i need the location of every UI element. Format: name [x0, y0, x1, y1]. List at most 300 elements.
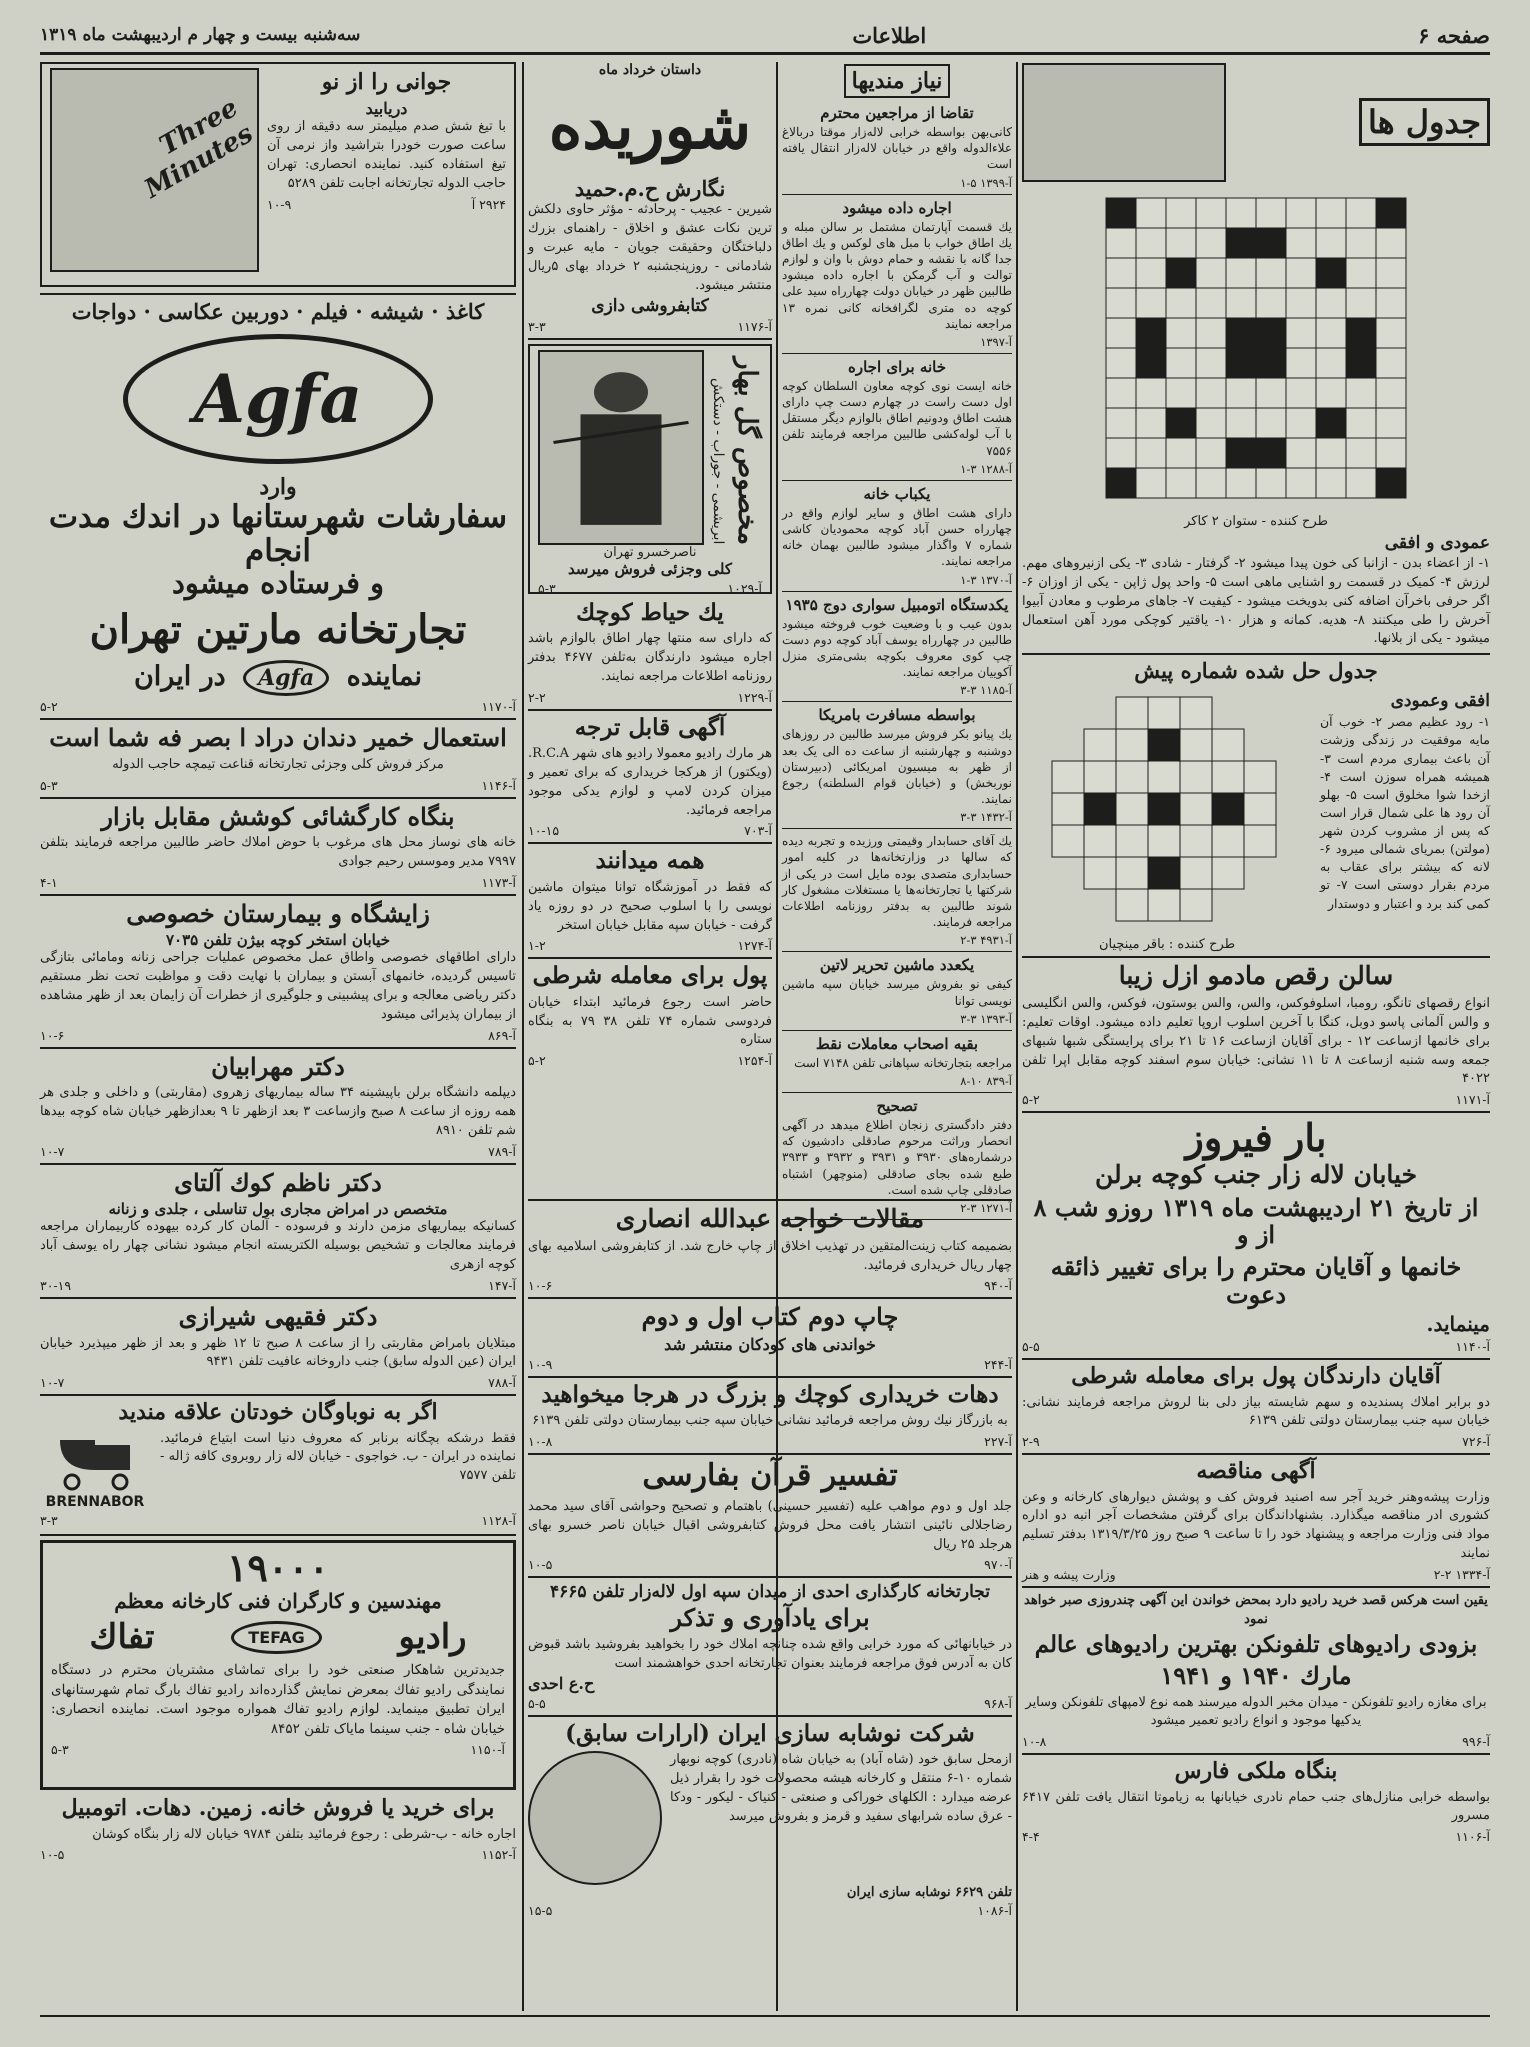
solved-cell — [1212, 761, 1244, 793]
ad-title: همه میدانند — [595, 847, 705, 875]
ad-code-left: ۵-۳ — [51, 1742, 69, 1758]
page-bottom-rule — [40, 2015, 1490, 2017]
crossword-cell — [1286, 228, 1316, 258]
solved-cell — [1084, 729, 1116, 761]
crossword-cell — [1196, 198, 1226, 228]
divider — [40, 1163, 516, 1165]
ad-title: دکتر فقیهی شیرازی — [178, 1302, 378, 1332]
classified-code: آ-۱۳۷۰ ۳-۱ — [960, 572, 1012, 587]
ad-code-left: ۱۰-۷ — [40, 1375, 65, 1391]
agfa-logo: Agfa — [123, 334, 433, 464]
ad-code-left: ۱۰-۸ — [1022, 1734, 1047, 1750]
crossword-block — [1316, 408, 1346, 438]
crossword-cell — [1196, 468, 1226, 498]
ad-code — [51, 1742, 505, 1757]
solved-cell — [1180, 825, 1212, 857]
ad-subtitle: خیابان استخر کوچه بیژن تلفن ۷۰۳۵ — [165, 931, 391, 950]
divider — [1022, 1453, 1490, 1455]
agfa-small-logo: Agfa — [243, 660, 329, 696]
ad-code — [1022, 1567, 1490, 1582]
divider — [40, 1047, 516, 1049]
crossword-block — [1166, 408, 1196, 438]
ad-title: دکتر ناظم کوك آلتای — [174, 1167, 382, 1197]
solved-cell — [1052, 793, 1084, 825]
ad-code — [528, 938, 772, 953]
crossword-block — [1376, 198, 1406, 228]
crossword-cell — [1256, 408, 1286, 438]
ad-title: استعمال خمیر دندان دراد ا بصر فه شما است — [49, 723, 507, 753]
violin-small-text: ابریشمی - جوراب - دستکش — [710, 378, 726, 545]
ad-code-left: ۱۵-۵ — [528, 1903, 553, 1919]
divider — [528, 1376, 1012, 1378]
classified-item — [782, 833, 1012, 952]
classified-text: کانی‌بهن بواسطه خرابی لاله‌زار موقتا دربالاغ علاءالدوله واقع در خیابان لاله‌زار انتقال یافته است — [782, 125, 1012, 172]
money-ad — [1022, 1364, 1490, 1449]
classified-title: بقیه اصحاب معاملات نقط — [815, 1034, 979, 1053]
divider — [528, 1297, 1012, 1299]
ad-text: جلد اول و دوم مواهب علیه (تفسیر حسینی) باهتمام و تصحیح وحواشی آقای سید محمد رضاجلالی نائینی انتشار یافت محل فروش کتابفروشی اقبال خیابان ناصر خسرو بهای هرجلد ۲۵ ریال — [528, 1498, 1012, 1552]
crossword-block — [1226, 348, 1256, 378]
right-column — [1022, 62, 1490, 2011]
ad-title: بنگاه کارگشائی کوشش مقابل بازار — [101, 801, 455, 831]
ad-code-right: آ-۱۱۷۰ — [481, 699, 516, 715]
solved-cell — [1116, 761, 1148, 793]
crossword-cell — [1136, 198, 1166, 228]
solved-cell — [1180, 697, 1212, 729]
ad-code — [40, 699, 516, 714]
classified-title: خانه برای اجاره — [848, 357, 946, 376]
crossword-cell — [1226, 258, 1256, 288]
crossword-cell — [1196, 348, 1226, 378]
agfa-rep-suffix: در ایران — [133, 661, 226, 693]
classified-code: آ-۱۲۸۸ ۳-۱ — [960, 461, 1012, 476]
crossword-cell — [1166, 348, 1196, 378]
violin-ad — [528, 344, 772, 594]
brennabor-logo: BRENNABOR — [45, 1493, 145, 1510]
tender-ad — [1022, 1459, 1490, 1582]
divider — [782, 701, 1012, 702]
ad-code-left: ۵-۲ — [1022, 1092, 1040, 1108]
crossword-cell — [1376, 318, 1406, 348]
crossword-cell — [1286, 318, 1316, 348]
crossword-cell — [1226, 288, 1256, 318]
solved-cell — [1244, 793, 1276, 825]
crossword-cell — [1106, 258, 1136, 288]
ad-code-right: آ-۱۱۵۰ — [470, 1742, 505, 1758]
ad-code-right: آ-۱۲۷۴ — [737, 938, 772, 954]
ad-code-left: ۳-۳ — [40, 1512, 58, 1528]
solved-cell — [1148, 697, 1180, 729]
ad-code-right: آ-۸۶۹ — [488, 1027, 516, 1043]
classified-item — [782, 706, 1012, 829]
ad-code — [267, 197, 506, 212]
crossword-cell — [1346, 378, 1376, 408]
ad-text: فقط درشکه بچگانه برنابر که معروف دنیا است ابتیاع فرمائید. نماینده در ایران - ب. خواجوی - خیابان لاله زار روبروی کافه ژاله - تلفن ۷۵۷۷ — [160, 1430, 516, 1484]
crossword-grid — [1091, 188, 1421, 508]
divider — [1022, 956, 1490, 958]
crossword-cell — [1286, 408, 1316, 438]
ad-text: جدیدترین شاهکار صنعتی خود را برای تماشای مشتریان محترم در دستگاه نمایندگی رادیو تفاك بمعرض نمایش گذارده‌اند رادیو تفاك بارگ تمام شهرستانهای ایران تطبیق مینماید. لوازم رادیو تفاك همواره موجود است. نماینده انحصاری: خیابان شاه - جنب سینما مایاک تلفن ۸۴۵۲ — [51, 1662, 505, 1737]
ad-title: دهات خریداری کوچك و بزرگ در هرجا میخواهید — [541, 1381, 999, 1409]
ad-code — [1022, 1434, 1490, 1449]
classified-title: اجاره داده میشود — [842, 198, 952, 217]
ad-text: خانه های نوساز محل های مرغوب با حوض املاك حاضر طالبین مراجعه فرمایند بتلفن ۷۹۹۷ مدیر وموسس رحیم جوادی — [40, 835, 516, 869]
ad-subtitle: متخصص در امراض مجاری بول تناسلی ، جلدی و زنانه — [108, 1200, 448, 1219]
ad-code-right: آ-۷۲۶ — [1462, 1434, 1490, 1450]
ad-text: مرکز فروش کلی وجزئی تجارتخانه قناعت تیمچه حاجب الدوله — [112, 756, 444, 772]
ad-code — [528, 1557, 1012, 1572]
ad-code — [1022, 1734, 1490, 1749]
classified-title: تقاضا از مراجعین محترم — [820, 104, 974, 122]
crossword-cell — [1196, 438, 1226, 468]
ad-code-right: ۲۹۲۴ آ — [471, 196, 506, 212]
crossword-block — [1226, 228, 1256, 258]
crossword-block — [1316, 258, 1346, 288]
page-number: صفحه ۶ — [1418, 22, 1490, 48]
hospital-ad — [40, 900, 516, 1043]
classified-text: یك پیانو بکر فروش میرسد طالبین در روزهای دوشنبه و چهارشنبه از ساعت ده الی یک بعد از ظهر به میسیون امریکائی (دبیرستان نوربخش) و (خیابان قوام السلطنه) رجوع نمایند. — [782, 727, 1012, 807]
book-ad — [528, 1303, 1012, 1372]
crossword-cell — [1196, 228, 1226, 258]
ad-code-left: ۳۰-۱۹ — [40, 1278, 72, 1294]
loan-ad — [528, 963, 772, 1068]
ad-title: اگر به نوباوگان خودتان علاقه مندید — [118, 1399, 438, 1426]
crossword-block — [1256, 318, 1286, 348]
ad-text: ازمحل سابق خود (شاه آباد) به خیابان شاه (نادری) کوچه نوبهار شماره ۱۰-۶ منتقل و کارخانه هیشه محصولات خود را بقرار ذیل عرضه میدارد : الکلهای خوراکی و صنعتی - کنیاک - لیکور - ودکا - عرق ساده شرابهای سفید و قرمز و بفروش میرسد — [670, 1752, 1012, 1824]
crossword-cell — [1226, 468, 1256, 498]
crossword-cell — [1226, 198, 1256, 228]
ad-code-left: ۵-۳ — [538, 580, 556, 596]
ad-code-left: ۳-۳ — [528, 318, 546, 334]
radio-ad — [1022, 1592, 1490, 1749]
ad-code — [1022, 1092, 1490, 1107]
ad-text: شیرین - عجیب - پرحادثه - مؤثر حاوی دلکش ترین نکات عشق و اخلاق - راهنمای بزرك دلباختگان وحقیقت جویان - مایه عبرت و شادمانی - روزپنجشنبه ۲ خرداد بهای ۵ریال منتشر میشود. — [528, 202, 772, 293]
solved-cell — [1180, 729, 1212, 761]
divider — [40, 797, 516, 799]
solved-block — [1148, 729, 1180, 761]
solved-cell — [1148, 889, 1180, 921]
crossword-block — [1136, 318, 1166, 348]
bongah-ad — [40, 803, 516, 890]
ad-code-right: آ-۱۱۴۰ — [1455, 1339, 1490, 1355]
tefag-logo: TEFAG — [231, 1621, 321, 1654]
solved-cell — [1084, 825, 1116, 857]
yard-ad — [528, 600, 772, 705]
ad-title: بنگاه ملکی فارس — [1174, 1758, 1338, 1785]
ararat-logo-illustration — [528, 1751, 662, 1885]
ad-title: زایشگاه و بیمارستان خصوصی — [126, 898, 430, 928]
crossword-cell — [1166, 288, 1196, 318]
crossword-block — [1346, 348, 1376, 378]
crossword-cell — [1286, 348, 1316, 378]
ad-text: خواندنی های کودکان منتشر شد — [664, 1335, 876, 1355]
solved-caption: طرح کننده : باقر مینچیان — [1098, 937, 1236, 953]
crossword-cell — [1286, 378, 1316, 408]
ad-title: دکتر مهرابیان — [211, 1051, 345, 1081]
ad-title: چاپ دوم کتاب اول و دوم — [641, 1302, 899, 1332]
divider — [1022, 1753, 1490, 1755]
divider — [528, 1715, 1012, 1717]
ad-code-left: ۲-۹ — [1022, 1434, 1040, 1450]
crossword-cell — [1316, 198, 1346, 228]
classified-text: یك آقای حسابدار وقیمتی ورزیده و تجربه دیده که سالها در وزارتخانه‌ها در کلیه امور حسابداری متصدی بوده مایل است در یکی از شرکتها یا تجارتخانه‌ها یا مستغلات مشغول کار شوند طالبین به بدفتر روزنامه اطلاعات مراجعه فرمایند. — [782, 834, 1012, 930]
crossword-block — [1256, 228, 1286, 258]
divider — [40, 1534, 516, 1536]
paper-name: اطلاعات — [852, 22, 927, 48]
classified-code: آ-۴۹۳۱ ۳-۲ — [960, 933, 1012, 948]
mid-left-column — [528, 62, 772, 1187]
classified-text: خانه ایست نوی کوچه معاون السلطان کوچه اول دست راست در چهارم دست چپ دارای هشت اطاق ودونیم اطاق بالوازم دیگر مستقل با آب لوله‌کشی طالبین مراجعه فرمایند تلفن ۷۵۵۶ — [782, 378, 1012, 458]
ad-text: که فقط در آموزشگاه توانا میتوان ماشین نویسی را با اسلوب صحیح در دو روزه یاد گرفت - خیابان سپه مقابل خیابان استخر — [528, 879, 772, 933]
ad-text: بواسطه خرابی منازل‌های جنب حمام نادری خیابانها به زیاموتا انتقال یافت تلفن ۶۴۱۷ مسرور — [1022, 1789, 1490, 1824]
ad-code — [528, 1903, 1012, 1918]
ararat-phone: تلفن ۶۶۲۹ نوشابه سازی ایران — [846, 1885, 1012, 1901]
crossword-cell — [1286, 198, 1316, 228]
divider — [40, 293, 516, 295]
violinist-icon — [540, 352, 702, 543]
firooz-ad — [1022, 1117, 1490, 1354]
divider — [782, 194, 1012, 195]
ad-code-right: آ-۱۱۷۶ — [737, 318, 772, 334]
ad-code — [528, 823, 772, 838]
solved-cell — [1084, 857, 1116, 889]
ad-code-right: آ-۱۲۵۴ — [737, 1053, 772, 1069]
crossword-cell — [1376, 438, 1406, 468]
divider — [528, 1199, 1012, 1201]
crossword-cell — [1196, 408, 1226, 438]
crossword-block — [1376, 468, 1406, 498]
classifieds-header: نیاز مندیها — [844, 64, 951, 98]
ad-text: حاضر است رجوع فرمائید ابتداء خیابان فردوسی شماره ۷۴ تلفن ۳۸ ۷۹ به بنگاه ستاره — [528, 994, 772, 1048]
violin-vertical-text: مخصوص گل بهار — [732, 356, 762, 545]
ad-code-right: آ-۱۱۲۸ — [481, 1512, 516, 1528]
ad-text: برای مغازه رادیو تلفونکن - میدان مخبر الدوله میرسند همه نوع لامپهای تلفونکن وسایر یدکیها موجود و انواع رادیو تعمیر میشود — [1025, 1694, 1487, 1729]
agfa-rep — [40, 660, 516, 696]
crossword-cell — [1106, 378, 1136, 408]
ad-code-left: ۱۰-۷ — [40, 1143, 65, 1159]
villages-ad — [528, 1382, 1012, 1449]
ad-code — [528, 319, 772, 334]
solved-cell — [1212, 857, 1244, 889]
ahadi-sign: ح.ع احدی — [528, 1673, 595, 1693]
crossword-block — [1226, 318, 1256, 348]
divider — [782, 1092, 1012, 1093]
divider — [782, 591, 1012, 592]
crossword-cell — [1256, 198, 1286, 228]
ad-code-left: ۱۰-۵ — [528, 1557, 553, 1573]
column-rule — [1016, 62, 1018, 2011]
divider — [782, 1030, 1012, 1031]
crossword-cell — [1196, 378, 1226, 408]
solved-cell — [1116, 697, 1148, 729]
story-label: داستان خرداد ماه — [598, 62, 702, 78]
crossword-cell — [1316, 228, 1346, 258]
crossword-block — [1346, 318, 1376, 348]
firooz-line2: از تاریخ ۲۱ اردیبهشت ماه ۱۳۱۹ روزو شب ۸ از و — [1033, 1192, 1479, 1250]
ad-code — [528, 1696, 1012, 1711]
center-wide-column — [528, 1195, 1012, 2011]
ad-code-right: آ-۹۷۰ — [984, 1557, 1012, 1573]
ad-subtitle: برای یادآوری و تذکر — [670, 1603, 870, 1633]
crossword-cell — [1106, 348, 1136, 378]
solved-cell — [1116, 729, 1148, 761]
crossword-cell — [1286, 258, 1316, 288]
crossword-cell — [1286, 438, 1316, 468]
ad-code-right: آ-۱۰۸۶ — [977, 1903, 1012, 1919]
ad-code-right: آ-۱۳۳۴ ۲-۲ — [1433, 1566, 1490, 1582]
ad-title: بزودی رادیوهای تلفونکن بهترین رادیوهای عالم — [1034, 1630, 1478, 1658]
divider — [782, 480, 1012, 481]
tefag-ad — [40, 1540, 516, 1790]
ad-code — [538, 581, 762, 596]
classified-title: بواسطه مسافرت بامریکا — [818, 706, 976, 725]
ad-code-right: آ-۱۱۵۲ — [481, 1847, 516, 1863]
ad-code-right: آ-۱۱۷۳ — [481, 874, 516, 890]
ad-code — [528, 1278, 1012, 1293]
shirazi-ad — [40, 1303, 516, 1390]
ad-title: بار فیروز — [1185, 1115, 1327, 1161]
divider — [782, 951, 1012, 952]
ad-code — [528, 1357, 1012, 1372]
tefag-subtitle: مهندسین و کارگران فنی کارخانه معظم — [114, 1589, 442, 1614]
crossword-cell — [1136, 288, 1166, 318]
solved-cell — [1212, 825, 1244, 857]
divider — [528, 957, 772, 959]
clue-heading: عمودی و افقی — [1384, 533, 1490, 553]
agfa-word: وارد — [259, 474, 297, 500]
ad-code-right: آ-۷۸۸ — [488, 1375, 516, 1391]
classified-list — [782, 104, 1012, 1220]
classified-code: آ-۱۱۸۵ ۳-۳ — [960, 683, 1012, 698]
agfa-company: تجارتخانه مارتین تهران — [89, 606, 467, 654]
solved-text: ۱- رود عظیم مصر ۲- خوب آن مایه موفقیت در زندگی وزشت آن باعث بیماری مردم است ۳- همیشه همراه سوزن است ۴- ازخدا شوا مخلوق است ۵- بهلو آن رود ها علی شمال قرار است که پس از مشروب کردن شهر (مولتن) بمریای شمالی میرود ۶- لانه که بیشتر برای عقاب به مردم بقرار دوستی است ۷- تو کمی کند برد و اعتبار و دوستدار — [1320, 714, 1490, 911]
classified-item — [782, 358, 1012, 481]
three-minutes-logo: Three Minutes — [139, 92, 259, 205]
solved-cell — [1180, 857, 1212, 889]
crossword-cell — [1376, 408, 1406, 438]
ansari-ad — [528, 1205, 1012, 1293]
solved-cell — [1244, 825, 1276, 857]
clues-text: ۱- از اعضاء بدن - ازانبا کی خون پیدا میشود ۲- گرفتار - شادی ۳- یکی ازنیروهای مهم. لرزش ۴- کمیک در قسمت رو اشنایی ماهی است ۵- واحد پول ژاپن - یکی از اوزان ۶- اگر حرفی باخرآن اضافه کنی بدویخت میشود - کیفیت ۷- جاهای مرطوب و معادن آبیوا آخرش را طی میکنند ۸- هدیه. کمانه و هزار ۱۰- یاقتیر کوچکی مورد آهن استعمال میشود - یکی از بلانها. — [1022, 556, 1491, 647]
crossword-cell — [1346, 228, 1376, 258]
ad-code-left: ۴-۴ — [1022, 1829, 1040, 1845]
divider — [1022, 1586, 1490, 1588]
solved-cell — [1148, 825, 1180, 857]
tefag-number: ۱۹۰۰۰ — [226, 1545, 330, 1591]
crossword-cell — [1286, 468, 1316, 498]
puzzle-caption: طرح کننده - ستوان ۲ کاکر — [1184, 514, 1328, 529]
classified-item — [782, 485, 1012, 592]
classified-item — [782, 596, 1012, 703]
violinist-illustration — [538, 350, 704, 545]
solved-cell — [1052, 825, 1084, 857]
solved-block — [1148, 793, 1180, 825]
mehrabian-ad — [40, 1053, 516, 1159]
classified-item — [782, 199, 1012, 354]
everyone-ad — [528, 848, 772, 953]
solved-grid — [1032, 687, 1302, 937]
ad-code — [528, 690, 772, 705]
pram-icon — [50, 1430, 140, 1490]
divider — [1022, 1358, 1490, 1360]
ad-code-right: آ-۷۰۳ — [744, 823, 772, 839]
solved-block — [1084, 793, 1116, 825]
solved-block — [1212, 793, 1244, 825]
shaving-illustration — [50, 68, 259, 272]
ad-code — [40, 1513, 516, 1528]
ad-code — [40, 1847, 516, 1862]
ad-code-left: ۲-۲ — [528, 689, 546, 705]
ad-code — [40, 1144, 516, 1159]
ad-code-right: آ-۱۴۷ — [488, 1278, 516, 1294]
story-author: نگارش ح.م.حمید — [574, 176, 726, 202]
agfa-rep-prefix: نماینده — [346, 661, 423, 693]
ad-text: دو برابر املاك پسندیده و سهم شایسته بیاز دلی بنا لروش مراجعه فرمایند نشانی: خیابان سپه جنب بیمارستان دولتی تلفن ۶۱۳۹ — [1022, 1394, 1490, 1429]
crossword-cell — [1316, 318, 1346, 348]
classified-text: دارای هشت اطاق و سایر لوازم واقع در چهارراه حسن آباد کوچه محمودیان کاشی شماره ۷ واگذار میشود طالبین بهمان خانه مراجعه نمایند. — [782, 505, 1013, 569]
fars-ad — [1022, 1759, 1490, 1844]
ad-code-right: آ-۱۲۲۹ — [737, 689, 772, 705]
tefag-radio: رادیو — [398, 1617, 467, 1658]
story-publisher: کتابفروشی دازی — [591, 295, 709, 316]
property-ad — [40, 1796, 516, 1862]
crossword-cell — [1166, 378, 1196, 408]
crossword-cell — [1136, 228, 1166, 258]
ad-code-left: ۱۰-۹ — [528, 1357, 553, 1373]
divider — [40, 1394, 516, 1396]
classifieds-column — [782, 62, 1013, 1215]
pram-illustration — [40, 1430, 150, 1510]
ad-code-left: ۱۰-۱۵ — [528, 823, 560, 839]
classified-title: تصحیح — [876, 1096, 918, 1115]
crossword-cell — [1346, 288, 1376, 318]
ad-title: شرکت نوشابه سازی ایران (ارارات سابق) — [565, 1719, 975, 1747]
ad-code-left: ۱۰-۸ — [528, 1434, 553, 1450]
ad-text: دارای اطاقهای خصوصی واطاق عمل مخصوص عملیات جراحی زنانه ومامائی بتازگی تاسیس گردیده، خانمهای آبستن و بیماران با نهایت دقت و مواظبت تحت نظر مستقیم دکتر ریاضی معالجه و برای پیشبینی و جلوگیری از خطرات آن زایمان بعد از ظهر مشاهده از بیماران پذیرائی میشود — [40, 950, 516, 1022]
firooz-line1: خیابان لاله زار جنب کوچه برلن — [1094, 1160, 1418, 1190]
ad-title: آگهی مناقصه — [1196, 1458, 1316, 1485]
crossword-cell — [1136, 258, 1166, 288]
classified-code: آ-۱۳۹۷ — [980, 334, 1012, 349]
ad-text: به بازرگاز نیك روش مراجعه فرمائید نشانی خیابان سپه جنب بیمارستان دولتی تلفن ۶۱۳۹ — [532, 1413, 1008, 1429]
ad-code — [528, 1053, 772, 1068]
ad-code — [40, 875, 516, 890]
ad-title: آقایان دارندگان پول برای معامله شرطی — [1071, 1363, 1441, 1390]
classified-item — [782, 1035, 1012, 1093]
classified-title: یکباب خانه — [863, 484, 931, 503]
crossword-cell — [1166, 318, 1196, 348]
crossword-cell — [1316, 438, 1346, 468]
crossword-cell — [1106, 318, 1136, 348]
ad-code — [1022, 1339, 1490, 1354]
crossword-cell — [1316, 378, 1346, 408]
ad-code — [40, 1278, 516, 1293]
radio-intro: یقین است هرکس قصد خرید رادیو دارد بمحض خواندن این آگهی چندروزی صبر خواهد نمود — [1024, 1592, 1488, 1627]
classified-text: یك قسمت آپارتمان مشتمل بر سالن مبله و یك اطاق خواب با مبل های لوکس و یك اطاق جدا گانه با نقشه و حمام دوش با وان و لوازم توالت و آب گرمکن با اجاره داده میشود طالبین ظهر در خیابان دولت چهارراه سید علی کوچه ده متری لگرافخانه کانی نمره ۱۳ مراجعه نمایند — [782, 219, 1012, 331]
solved-cell — [1116, 825, 1148, 857]
crossword-cell — [1106, 408, 1136, 438]
ad-text: اجاره خانه - ب-شرطی : رجوع فرمائید بتلفن ۹۷۸۴ خیابان لاله زار بنگاه کوشان — [92, 1826, 516, 1842]
ad-code-right: آ-۱۱۰۶ — [1455, 1829, 1490, 1845]
divider — [40, 718, 516, 720]
ad-code-left: ۵-۲ — [528, 1053, 546, 1069]
left-column — [40, 62, 516, 2011]
puzzle-illustration — [1022, 63, 1226, 182]
ad-title: تجارتخانه کارگذاری احدی از میدان سپه اول لاله‌زار تلفن ۴۶۶۵ — [550, 1582, 990, 1603]
ad-title: سالن رقص مادمو ازل زیبا — [1118, 961, 1394, 991]
ad-title: مقالات خواجه عبدالله انصاری — [615, 1204, 925, 1233]
classified-text: بدون عیب و با وضعیت خوب فروخته میشود طالبین در چهارراه یوسف آباد کوچه دوم دست چپ کوی معروف بکوچه بشی‌متری منزل آکوییان مراجعه نمایند. — [782, 616, 1012, 680]
